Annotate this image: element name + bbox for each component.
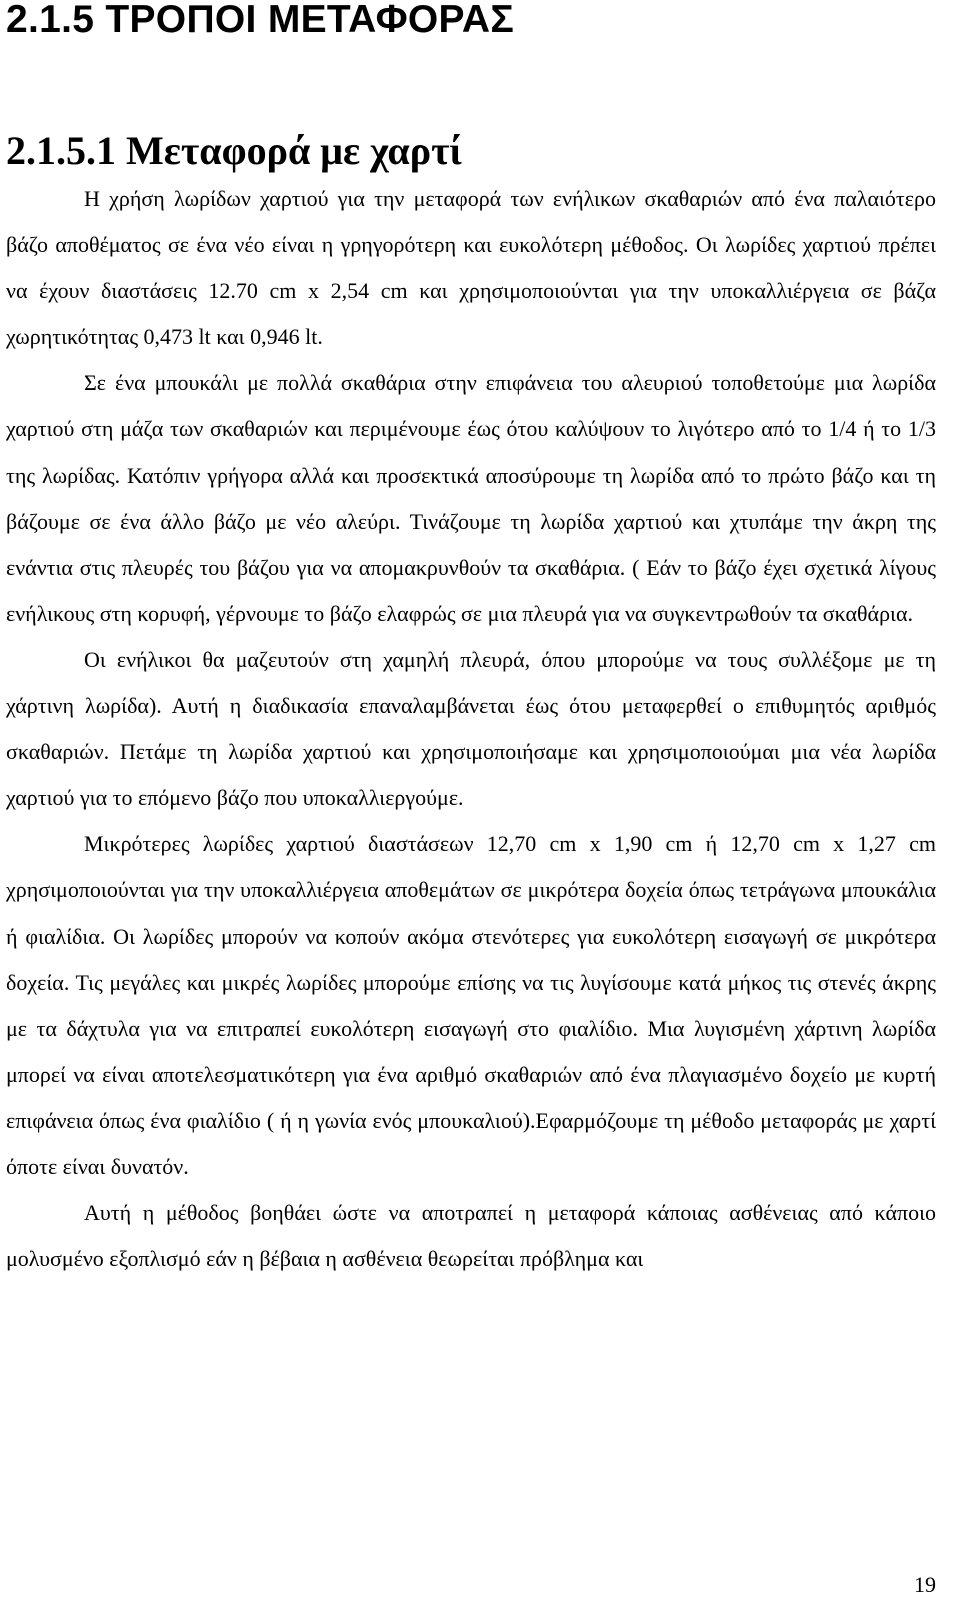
paragraph: Σε ένα μπουκάλι με πολλά σκαθάρια στην επιφάνεια του αλευριού τοποθετούμε μια λωρίδα χαρτιού στη μάζα των σκαθαριών και περιμένουμε έως ότου καλύψουν το λιγότερο από το 1/4 ή το 1/3 της λωρίδας. Κατόπιν γρήγορα αλλά και προσεκτικά αποσύρουμε τη λωρίδα από το πρώτο βάζο και τη βάζουμε σε ένα άλλο βάζο με νέο αλεύρι. Τινάζουμε τη λωρίδα χαρτιού και χτυπάμε την άκρη της ενάντια στις πλευρές του βάζου για να απομακρυνθούν τα σκαθάρια. ( Εάν το βάζο έχει σχετικά λίγους ενήλικους στη κορυφή, γέρνουμε το βάζο ελαφρώς σε μια πλευρά για να συγκεντρωθούν τα σκαθάρια. — [6, 370, 936, 626]
paragraph: Οι ενήλικοι θα μαζευτούν στη χαμηλή πλευρά, όπου μπορούμε να τους συλλέξομε με τη χάρτινη λωρίδα). Αυτή η διαδικασία επαναλαμβάνεται έως ότου μεταφερθεί ο επιθυμητός αριθμός σκαθαριών. Πετάμε τη λωρίδα χαρτιού και χρησιμοποιήσαμε και χρησιμοποιούμαι μια νέα λωρίδα χαρτιού για το επόμενο βάζο που υποκαλλιεργούμε. — [6, 646, 936, 811]
subsection-heading: 2.1.5.1 Μεταφορά με χαρτί — [6, 128, 462, 173]
body-text — [6, 176, 936, 1282]
paragraph: Η χρήση λωρίδων χαρτιού για την μεταφορά των ενήλικων σκαθαριών από ένα παλαιότερο βάζο αποθέματος σε ένα νέο είναι η γρηγορότερη και ευκολότερη μέθοδος. Οι λωρίδες χαρτιού πρέπει να έχουν διαστάσεις 12.70 cm x 2,54 cm και χρησιμοποιούνται για την υποκαλλιέργεια σε βάζα χωρητικότητας 0,473 lt και 0,946 lt. — [6, 186, 936, 350]
paragraph: Αυτή η μέθοδος βοηθάει ώστε να αποτραπεί η μεταφορά κάποιας ασθένειας από κάποιο μολυσμένο εξοπλισμό εάν η βέβαια η ασθένεια θεωρείται πρόβλημα και — [6, 1200, 936, 1272]
section-heading: 2.1.5 ΤΡΟΠΟΙ ΜΕΤΑΦΟΡΑΣ — [6, 0, 515, 41]
page-number: 19 — [914, 1572, 936, 1597]
paragraph: Μικρότερες λωρίδες χαρτιού διαστάσεων 12,70 cm x 1,90 cm ή 12,70 cm x 1,27 cm χρησιμοποιούνται για την υποκαλλιέργεια αποθεμάτων σε μικρότερα δοχεία όπως τετράγωνα μπουκάλια ή φιαλίδια. Οι λωρίδες μπορούν να κοπούν ακόμα στενότερες για ευκολότερη εισαγωγή σε μικρότερα δοχεία. Τις μεγάλες και μικρές λωρίδες μπορούμε επίσης να τις λυγίσουμε κατά μήκος τις στενές άκρης με τα δάχτυλα για να επιτραπεί ευκολότερη εισαγωγή στο φιαλίδιο. Μια λυγισμένη χάρτινη λωρίδα μπορεί να είναι αποτελεσματικότερη για ένα αριθμό σκαθαριών από ένα πλαγιασμένο δοχείο με κυρτή επιφάνεια όπως ένα φιαλίδιο ( ή η γωνία ενός μπουκαλιού).Εφαρμόζουμε τη μέθοδο μεταφοράς με χαρτί όποτε είναι δυνατόν. — [6, 831, 936, 1179]
